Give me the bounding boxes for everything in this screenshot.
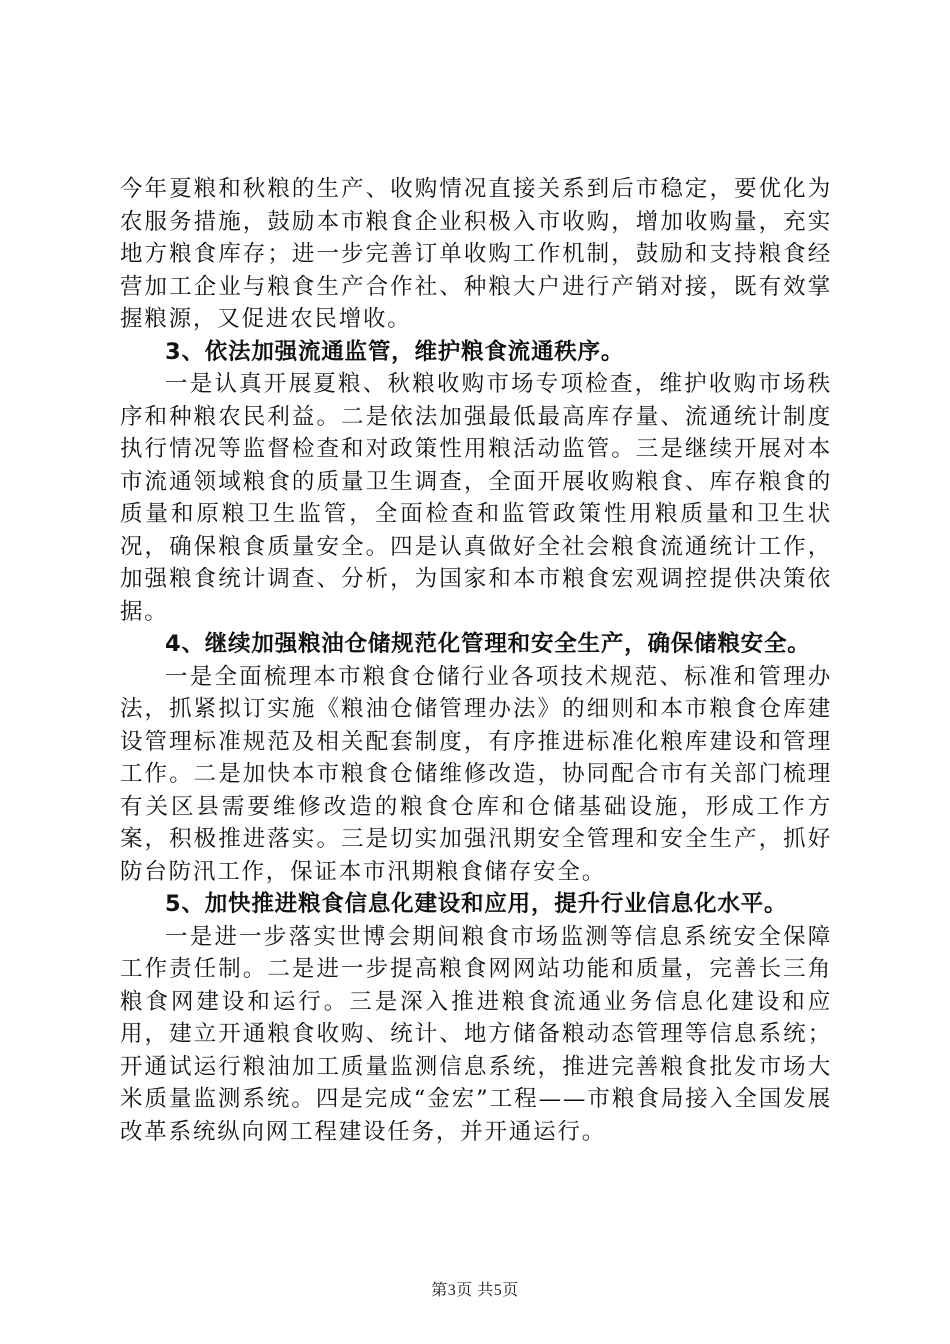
section-heading-3: 3、依法加强流通监管，维护粮食流通秩序。 xyxy=(165,338,625,365)
paragraph-section-4: 一是全面梳理本市粮食仓储行业各项技术规范、标准和管理办法，抓紧拟订实施《粮油仓储管理办法》的细则和本市粮食仓库建设管理标准规范及相关配套制度，有序推进标准化粮库建设和管理工作。二是加快本市粮食仓储维修改造，协同配合市有关部门梳理有关区县需要维修改造的粮食仓库和仓储基础设施，形成工作方案，积极推进落实。三是切实加强汛期安全管理和安全生产，抓好防台防汛工作，保证本市汛期粮食储存安全。 xyxy=(120,663,832,885)
document-body xyxy=(120,173,832,1148)
paragraph-section-5: 一是进一步落实世博会期间粮食市场监测等信息系统安全保障工作责任制。二是进一步提高粮食网网站功能和质量，完善长三角粮食网建设和运行。三是深入推进粮食流通业务信息化建设和应用，建立开通粮食收购、统计、地方储备粮动态管理等信息系统；开通试运行粮油加工质量监测信息系统，推进完善粮食批发市场大米质量监测系统。四是完成“金宏”工程——市粮食局接入全国发展改革系统纵向网工程建设任务，并开通运行。 xyxy=(120,923,832,1145)
paragraph-continuation: 今年夏粮和秋粮的生产、收购情况直接关系到后市稳定，要优化为农服务措施，鼓励本市粮食企业积极入市收购，增加收购量，充实地方粮食库存；进一步完善订单收购工作机制，鼓励和支持粮食经营加工企业与粮食生产合作社、种粮大户进行产销对接，既有效掌握粮源，又促进农民增收。 xyxy=(120,176,832,332)
paragraph-section-3: 一是认真开展夏粮、秋粮收购市场专项检查，维护收购市场秩序和种粮农民利益。二是依法加强最低最高库存量、流通统计制度执行情况等监督检查和对政策性用粮活动监管。三是继续开展对本市流通领域粮食的质量卫生调查，全面开展收购粮食、库存粮食的质量和原粮卫生监管，全面检查和监管政策性用粮质量和卫生状况，确保粮食质量安全。四是认真做好全社会粮食流通统计工作，加强粮食统计调查、分析，为国家和本市粮食宏观调控提供决策依据。 xyxy=(120,371,832,625)
section-heading-5: 5、加快推进粮食信息化建设和应用，提升行业信息化水平。 xyxy=(165,891,788,917)
section-heading-4: 4、继续加强粮油仓储规范化管理和安全生产，确保储粮安全。 xyxy=(165,631,811,657)
page-number-footer: 第3页 共5页 xyxy=(431,1282,519,1299)
